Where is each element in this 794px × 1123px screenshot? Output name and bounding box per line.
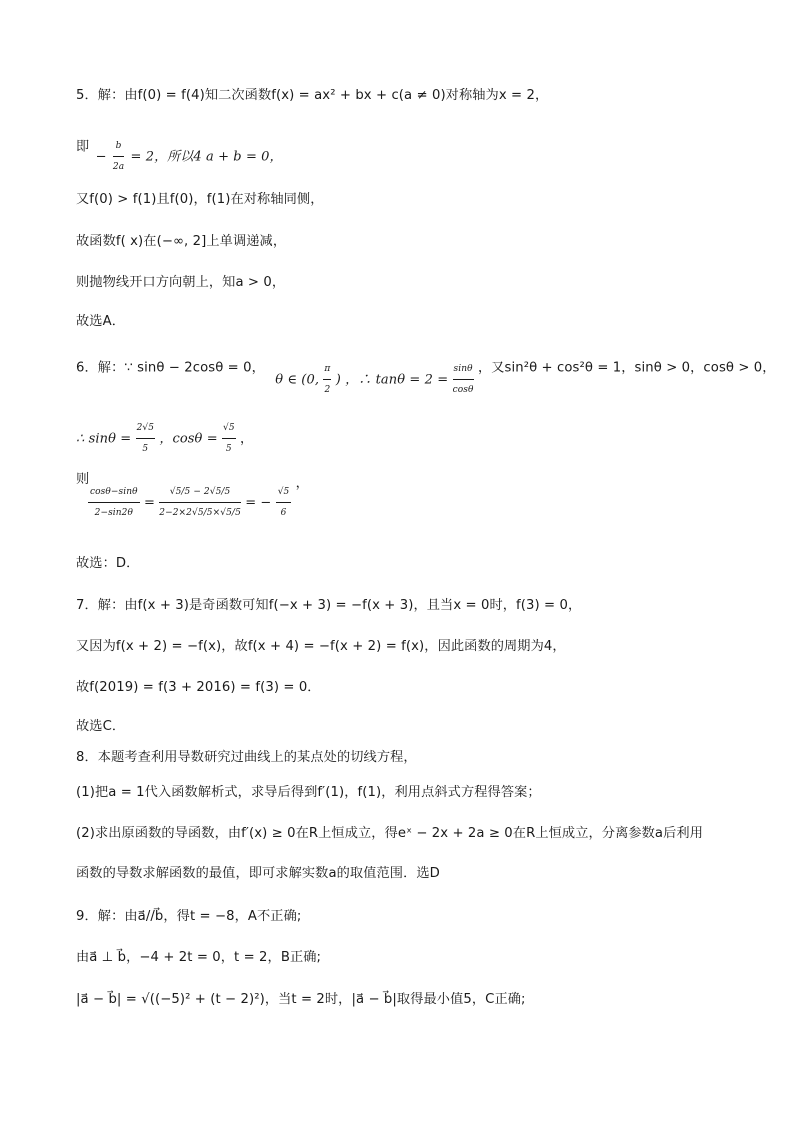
q7-line-1: 7．解：由f(x + 3)是奇函数可知f(−x + 3) = −f(x + 3)，且当x = 0时，f(3) = 0，: [76, 598, 582, 613]
q6-l1b: θ ∈ (0,: [275, 372, 320, 388]
q6-line-1: [76, 347, 776, 395]
q6-theta-range: [275, 359, 341, 400]
q6-l3-lhs-den: 2−sin2θ: [94, 508, 134, 518]
q6-l3-eq2: = −: [245, 495, 272, 511]
q9-line-1: 9．解：由a⃗//b⃗，得t = −8，A不正确;: [76, 909, 302, 924]
q6-l2c: ，: [239, 431, 254, 447]
q5-line-3: 又f(0) > f(1)且f(0)，f(1)在对称轴同侧，: [76, 192, 324, 207]
q6-l1c-den: cosθ: [452, 385, 474, 395]
q6-line-4: 故选：D．: [76, 556, 140, 571]
q6-l2b-num: √5: [222, 418, 236, 439]
q6-l1b-num: π: [323, 359, 331, 380]
q8-line-3: (2)求出原函数的导函数，由f′(x) ≥ 0在R上恒成立，得eˣ − 2x + 2a ≥ 0在R上恒成立，分离参数a后利用: [76, 826, 703, 841]
q5-line-5: 则抛物线开口方向朝上，知a > 0，: [76, 275, 286, 290]
q7-line-3: 故f(2019) = f(3 + 2016) = f(3) = 0．: [76, 680, 321, 695]
q6-line-2: [76, 418, 253, 454]
q5-line-6: 故选A．: [76, 314, 125, 329]
q6-l1c: ，∴ tanθ = 2 =: [345, 372, 449, 388]
q8-line-4: 函数的导数求解函数的最值，即可求解实数a的取值范围．选D: [76, 866, 440, 881]
q5-line-2: [76, 126, 283, 172]
q6-line-3-prefix: 则: [76, 472, 90, 487]
q5-line-2-prefix: 即: [76, 139, 90, 155]
q7-line-2: 又因为f(x + 2) = −f(x)，故f(x + 4) = −f(x + 2) = f(x)，因此函数的周期为4，: [76, 639, 566, 654]
q5-frac-num: b: [113, 136, 124, 157]
q9-line-3: |a⃗ − b⃗| = √((−5)² + (t − 2)²)，当t = 2时，|a⃗ − b⃗|取得最小值5，C正确;: [76, 992, 526, 1007]
q6-l3-comma: ，: [295, 475, 309, 491]
q6-l3-rhs-den: 6: [280, 508, 287, 518]
q6-l1a: 6．解：∵ sinθ − 2cosθ = 0，: [76, 360, 265, 376]
q6-l3-rhs-num: √5: [276, 482, 292, 503]
q6-l1c-num: sinθ: [453, 359, 474, 380]
q6-l2a-den: 5: [142, 444, 149, 454]
q5-fraction: − $\frac{b}{2a}$ = 2，所以4 a + b = 0，: [96, 136, 283, 177]
q5-line-4: 故函数f( x)在(−∞, 2]上单调递减，: [76, 234, 287, 249]
q6-l2b: ，cosθ =: [159, 431, 218, 447]
q6-l3-lhs-num: cosθ−sinθ: [88, 482, 140, 503]
q5-line-1: 5．解：由f(0) = f(4)知二次函数f(x) = ax² + bx + c(a ≠ 0)对称轴为x = 2，: [76, 88, 549, 103]
q6-l3-mid-num: √5/5 − 2√5/5: [159, 482, 241, 503]
q6-l3-eq: =: [143, 495, 155, 511]
q6-line-3-expr: [88, 475, 309, 530]
q8-line-1: 8．本题考查利用导数研究过曲线上的某点处的切线方程，: [76, 750, 417, 765]
q5-frac-den: 2a: [112, 162, 125, 172]
q8-line-2: (1)把a = 1代入函数解析式，求导后得到f′(1)，f(1)，利用点斜式方程得答案；: [76, 785, 541, 800]
q6-l1d: ，又sin²θ + cos²θ = 1，sinθ > 0，cosθ > 0，: [477, 360, 776, 376]
q6-l2a-num: 2√5: [136, 418, 156, 439]
q6-l2b-den: 5: [225, 444, 232, 454]
q6-l3-mid-den: 2−2×2√5/5×√5/5: [159, 508, 241, 518]
q6-l2a: ∴ sinθ =: [76, 431, 132, 447]
q6-l1b-tail: ): [335, 372, 341, 388]
q6-l1b-den: 2: [324, 385, 331, 395]
q7-line-4: 故选C．: [76, 719, 126, 734]
q9-line-2: 由a⃗ ⊥ b⃗，−4 + 2t = 0，t = 2，B正确;: [76, 950, 322, 965]
q5-line-2-rest: = 2，所以4 a + b = 0，: [130, 149, 283, 165]
q6-tan: [345, 359, 473, 400]
